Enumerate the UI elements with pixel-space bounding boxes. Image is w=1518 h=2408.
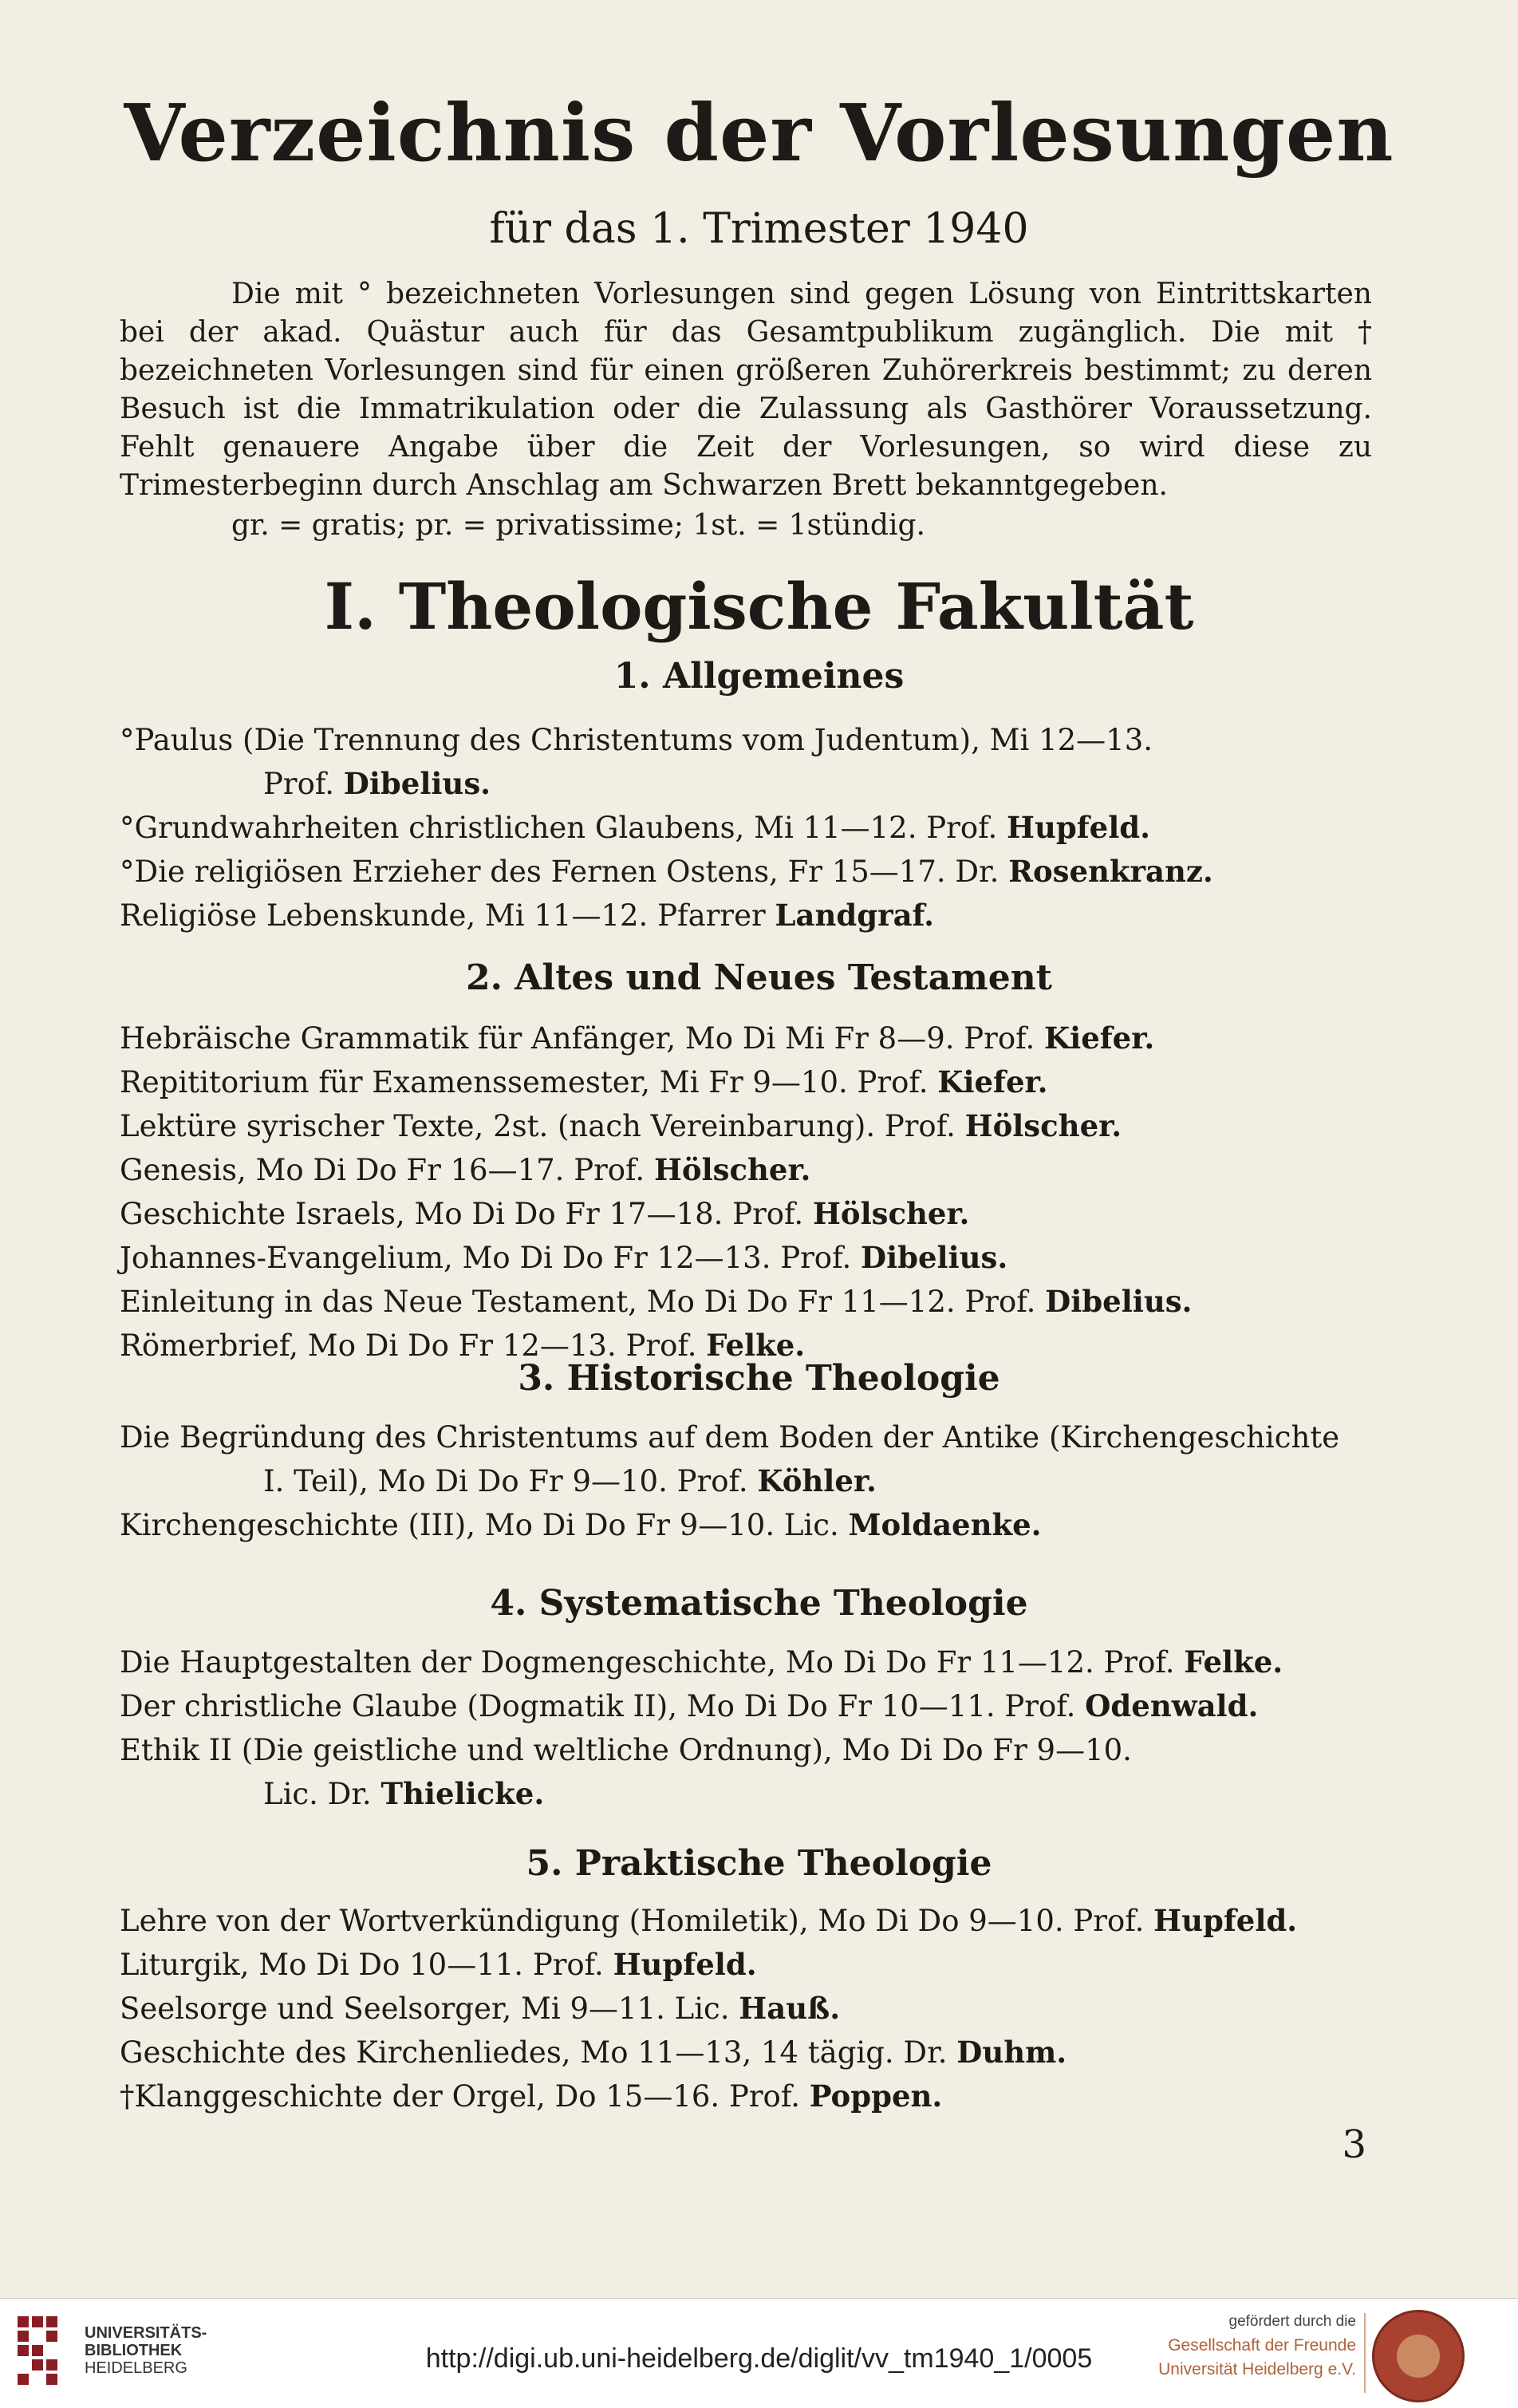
lecture-item — [120, 894, 1396, 938]
lecture-item — [120, 806, 1396, 850]
seal-center-icon — [1397, 2335, 1440, 2378]
lecture-item — [120, 1772, 1396, 1816]
section-list — [120, 1016, 1396, 1368]
lecturer-name: Felke. — [706, 1328, 806, 1363]
lecture-text: Hebräische Grammatik für Anfänger, Mo Di Mi Fr 8—9. Prof. — [120, 1021, 1045, 1056]
section-list — [120, 718, 1396, 938]
lecture-item — [120, 762, 1396, 806]
lecturer-name: Kiefer. — [1044, 1020, 1155, 1056]
lecture-item — [120, 1236, 1396, 1280]
lecture-text: Seelsorge und Seelsorger, Mi 9—11. Lic. — [120, 1992, 739, 2026]
intro-paragraph — [120, 275, 1372, 505]
lecture-text: Einleitung in das Neue Testament, Mo Di Do Fr 11—12. Prof. — [120, 1285, 1046, 1319]
digitization-footer — [0, 2298, 1518, 2408]
lecture-item — [120, 1987, 1396, 2031]
lecture-item — [120, 1192, 1396, 1236]
lecture-text: Ethik II (Die geistliche und weltliche Ordnung), Mo Di Do Fr 9—10. — [120, 1733, 1132, 1767]
lecture-item — [120, 1684, 1396, 1728]
lecturer-name: Dibelius. — [343, 766, 491, 801]
university-seal-icon — [1372, 2310, 1465, 2402]
page-subtitle: für das 1. Trimester 1940 — [489, 205, 1029, 253]
lecture-text: Johannes-Evangelium, Mo Di Do Fr 12—13. Prof. — [120, 1241, 861, 1275]
lecture-text: †Klanggeschichte der Orgel, Do 15—16. Prof. — [120, 2079, 810, 2114]
lecturer-name: Kiefer. — [937, 1064, 1048, 1099]
lecture-item — [120, 1060, 1396, 1104]
lecturer-name: Hupfeld. — [1153, 1903, 1298, 1938]
lecture-item — [120, 1640, 1396, 1684]
lecture-text: °Die religiösen Erzieher des Fernen Ostens, Fr 15—17. Dr. — [120, 855, 1009, 889]
lecture-item — [120, 2074, 1396, 2118]
library-name-line: HEIDELBERG — [85, 2359, 187, 2377]
lecturer-name: Dibelius. — [860, 1240, 1008, 1275]
lecture-text: Geschichte des Kirchenliedes, Mo 11—13, 14 tägig. Dr. — [120, 2035, 957, 2070]
section-list — [120, 1640, 1396, 1816]
faculty-heading: I. Theologische Fakultät — [324, 569, 1194, 644]
lecture-text: Repititorium für Examenssemester, Mi Fr 9—10. Prof. — [120, 1065, 938, 1099]
lecture-text: Liturgik, Mo Di Do 10—11. Prof. — [120, 1948, 613, 1982]
lecturer-name: Dibelius. — [1045, 1284, 1193, 1319]
lecturer-name: Felke. — [1184, 1644, 1283, 1680]
lecture-item — [120, 1459, 1396, 1503]
section-list — [120, 1415, 1396, 1547]
lecturer-name: Rosenkranz. — [1008, 854, 1213, 889]
lecture-item — [120, 1503, 1396, 1547]
lecture-text: Geschichte Israels, Mo Di Do Fr 17—18. Prof. — [120, 1197, 813, 1231]
page-title: Verzeichnis der Vorlesungen — [124, 88, 1394, 180]
lecture-item — [120, 1280, 1396, 1324]
lecture-text: Lektüre syrischer Texte, 2st. (nach Vereinbarung). Prof. — [120, 1109, 965, 1143]
lecture-item — [120, 718, 1396, 762]
footer-divider — [1364, 2313, 1366, 2393]
lecture-text: I. Teil), Mo Di Do Fr 9—10. Prof. — [263, 1464, 758, 1498]
lecture-text: °Grundwahrheiten christlichen Glaubens, Mi 11—12. Prof. — [120, 811, 1007, 845]
sponsor-org-line: Gesellschaft der Freunde — [1168, 2336, 1356, 2355]
section-title: 2. Altes und Neues Testament — [465, 957, 1053, 998]
lecturer-name: Hupfeld. — [613, 1947, 757, 1982]
section-title: 3. Historische Theologie — [518, 1358, 1000, 1399]
section-list — [120, 1899, 1396, 2118]
lecturer-name: Landgraf. — [775, 898, 935, 933]
library-name-line: UNIVERSITÄTS- — [85, 2324, 207, 2342]
lecture-text: Der christliche Glaube (Dogmatik II), Mo Di Do Fr 10—11. Prof. — [120, 1689, 1086, 1723]
lecture-item — [120, 1899, 1396, 1943]
lecture-text: Lic. Dr. — [263, 1777, 381, 1811]
lecture-text: Religiöse Lebenskunde, Mi 11—12. Pfarrer — [120, 898, 775, 933]
intro-text: Die mit ° bezeichneten Vorlesungen sind gegen Lösung von Eintrittskarten bei der akad. Quästur auch für das Gesamtpublikum zugänglich. Die mit † bezeichneten Vorlesungen sind für einen größeren Zuhörerkreis bestimmt; zu deren Besuch ist die Immatrikulation oder die Zulassung als Gasthörer Voraussetzung. Fehlt genauere Angabe über die Zeit der Vorlesungen, so wird diese zu Trimesterbeginn durch Anschlag am Schwarzen Brett bekanntgegeben. — [120, 278, 1372, 502]
lecturer-name: Poppen. — [809, 2078, 943, 2114]
lecture-text: Die Hauptgestalten der Dogmengeschichte, Mo Di Do Fr 11—12. Prof. — [120, 1645, 1185, 1680]
lecture-text: Die Begründung des Christentums auf dem Boden der Antike (Kirchengeschichte — [120, 1420, 1340, 1455]
lecture-item — [120, 1943, 1396, 1987]
lecture-item — [120, 1148, 1396, 1192]
section-title: 4. Systematische Theologie — [490, 1583, 1028, 1624]
lecturer-name: Hauß. — [739, 1991, 841, 2026]
sponsor-credit — [1149, 2310, 1356, 2382]
lecturer-name: Hölscher. — [653, 1152, 811, 1187]
library-name-line: BIBLIOTHEK — [85, 2342, 183, 2359]
permalink-url[interactable]: http://digi.ub.uni-heidelberg.de/diglit/vv_tm1940_1/0005 — [425, 2343, 1093, 2374]
abbreviation-legend: gr. = gratis; pr. = privatissime; 1st. = 1stündig. — [231, 509, 925, 542]
lecturer-name: Hupfeld. — [1007, 810, 1151, 845]
lecture-item — [120, 1415, 1396, 1459]
lecture-item — [120, 1728, 1396, 1772]
lecture-text: Prof. — [263, 767, 344, 801]
lecture-text: Kirchengeschichte (III), Mo Di Do Fr 9—10. Lic. — [120, 1508, 849, 1542]
sponsor-org-line: Universität Heidelberg e.V. — [1158, 2360, 1356, 2378]
lecturer-name: Hölscher. — [812, 1196, 970, 1231]
lecture-item — [120, 1104, 1396, 1148]
lecture-text: Römerbrief, Mo Di Do Fr 12—13. Prof. — [120, 1328, 707, 1363]
lecturer-name: Duhm. — [956, 2035, 1067, 2070]
page-number: 3 — [1342, 2122, 1366, 2167]
lecture-item — [120, 1016, 1396, 1060]
lecturer-name: Odenwald. — [1085, 1688, 1259, 1723]
lecturer-name: Köhler. — [757, 1463, 877, 1498]
lecture-text: Lehre von der Wortverkündigung (Homiletik), Mo Di Do 9—10. Prof. — [120, 1904, 1154, 1938]
lecture-text: Genesis, Mo Di Do Fr 16—17. Prof. — [120, 1153, 654, 1187]
lecture-item — [120, 2031, 1396, 2074]
lecturer-name: Thielicke. — [380, 1776, 545, 1811]
lecturer-name: Moldaenke. — [848, 1507, 1042, 1542]
section-title: 1. Allgemeines — [613, 656, 905, 697]
lecture-text: °Paulus (Die Trennung des Christentums vom Judentum), Mi 12—13. — [120, 723, 1153, 757]
section-title: 5. Praktische Theologie — [526, 1843, 992, 1884]
lecturer-name: Hölscher. — [964, 1108, 1122, 1143]
lecture-item — [120, 850, 1396, 894]
sponsor-label: gefördert durch die — [1228, 2313, 1356, 2330]
